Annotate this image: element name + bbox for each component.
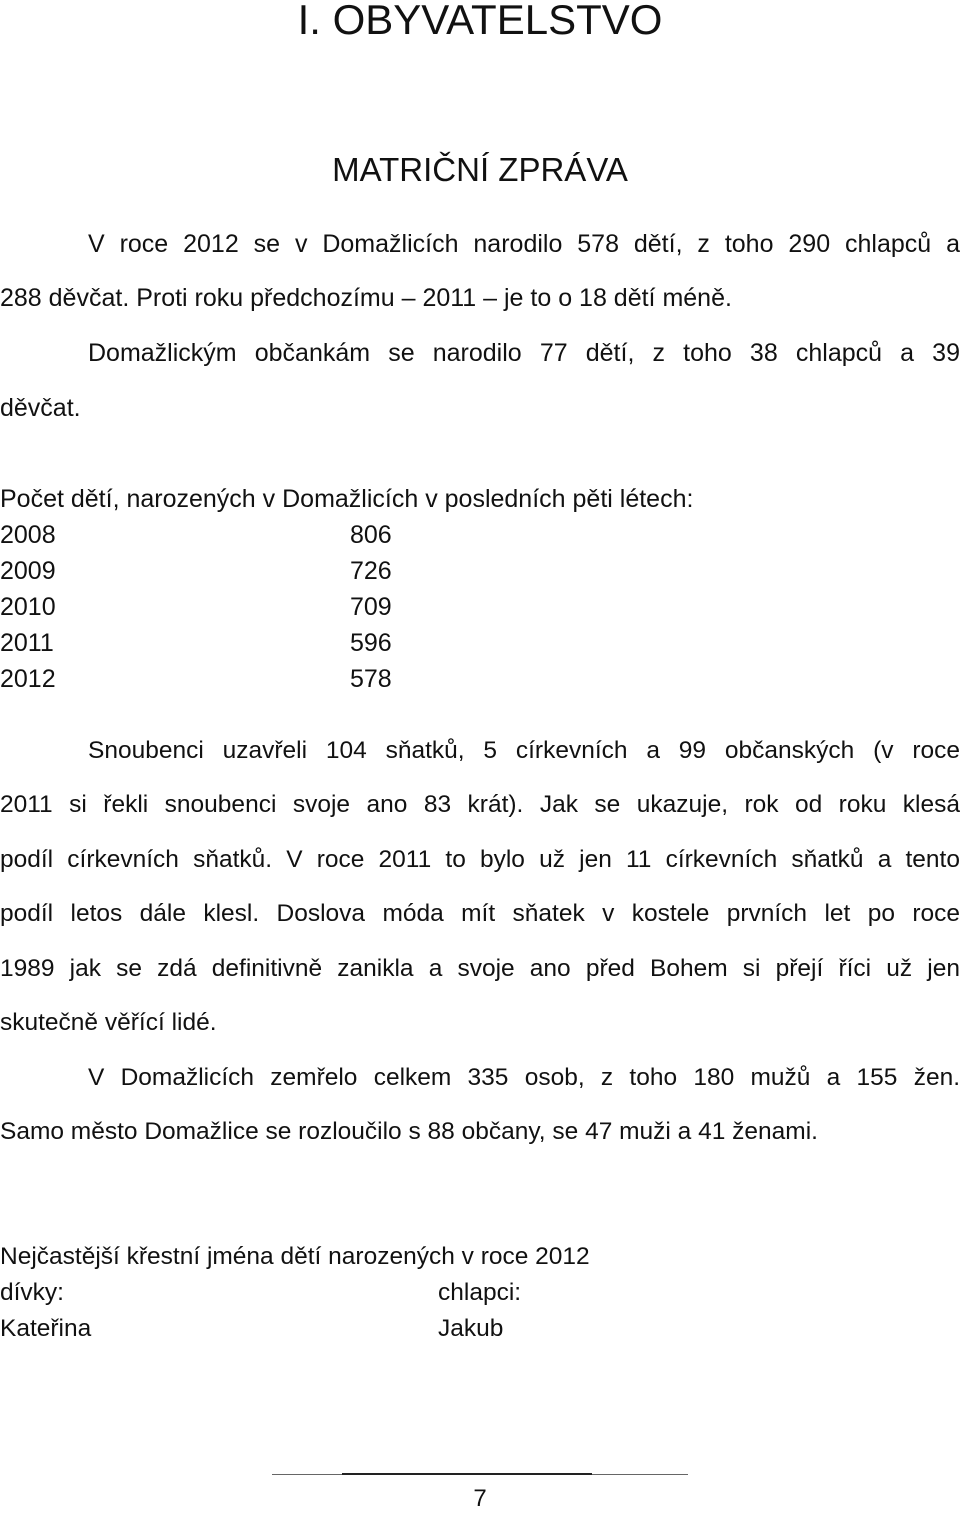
marriages-line: Snoubenci uzavřeli 104 sňatků, 5 církevních a 99 občanských (v roce bbox=[88, 737, 960, 764]
table-count: 726 bbox=[350, 557, 392, 585]
boys-name: Jakub bbox=[438, 1315, 504, 1342]
table-count: 806 bbox=[350, 521, 392, 549]
marriages-line: 1989 jak se zdá definitivně zanikla a svoje ano před Bohem si přejí říci už jen bbox=[0, 955, 960, 982]
births-line: 288 děvčat. Proti roku předchozímu – 2011 – je to o 18 dětí méně. bbox=[0, 284, 732, 312]
table-count: 709 bbox=[350, 593, 392, 621]
table-count: 596 bbox=[350, 629, 392, 657]
marriages-line: skutečně věřící lidé. bbox=[0, 1009, 217, 1036]
chapter-title: I. OBYVATELSTVO bbox=[297, 0, 663, 43]
girls-label: dívky: bbox=[0, 1279, 64, 1306]
table-year: 2008 bbox=[0, 521, 56, 549]
marriages-line: podíl letos dále klesl. Doslova móda mít sňatek v kostele prvních let po roce bbox=[0, 900, 960, 927]
deaths-line: Samo město Domažlice se rozloučilo s 88 občany, se 47 muži a 41 ženami. bbox=[0, 1118, 818, 1145]
section-title: MATRIČNÍ ZPRÁVA bbox=[332, 151, 628, 188]
marriages-line: 2011 si řekli snoubenci svoje ano 83 krát). Jak se ukazuje, rok od roku klesá bbox=[0, 791, 960, 818]
table-year: 2011 bbox=[0, 629, 54, 657]
deaths-line: V Domažlicích zemřelo celkem 335 osob, z toho 180 mužů a 155 žen. bbox=[88, 1064, 960, 1091]
births-line: V roce 2012 se v Domažlicích narodilo 578 dětí, z toho 290 chlapců a bbox=[88, 230, 960, 258]
births-line: děvčat. bbox=[0, 394, 81, 422]
table-year: 2009 bbox=[0, 557, 56, 585]
page-number: 7 bbox=[473, 1485, 487, 1512]
table-year: 2010 bbox=[0, 593, 56, 621]
table-year: 2012 bbox=[0, 665, 56, 693]
footer-divider-accent bbox=[342, 1473, 592, 1475]
names-heading: Nejčastější křestní jména dětí narozených v roce 2012 bbox=[0, 1243, 590, 1270]
marriages-line: podíl církevních sňatků. V roce 2011 to bylo už jen 11 církevních sňatků a tento bbox=[0, 846, 960, 873]
births-line: Domažlickým občankám se narodilo 77 dětí, z toho 38 chlapců a 39 bbox=[88, 339, 960, 367]
girls-name: Kateřina bbox=[0, 1315, 92, 1342]
table-count: 578 bbox=[350, 665, 392, 693]
births-table-heading: Počet dětí, narozených v Domažlicích v posledních pěti létech: bbox=[0, 485, 694, 513]
boys-label: chlapci: bbox=[438, 1279, 522, 1306]
